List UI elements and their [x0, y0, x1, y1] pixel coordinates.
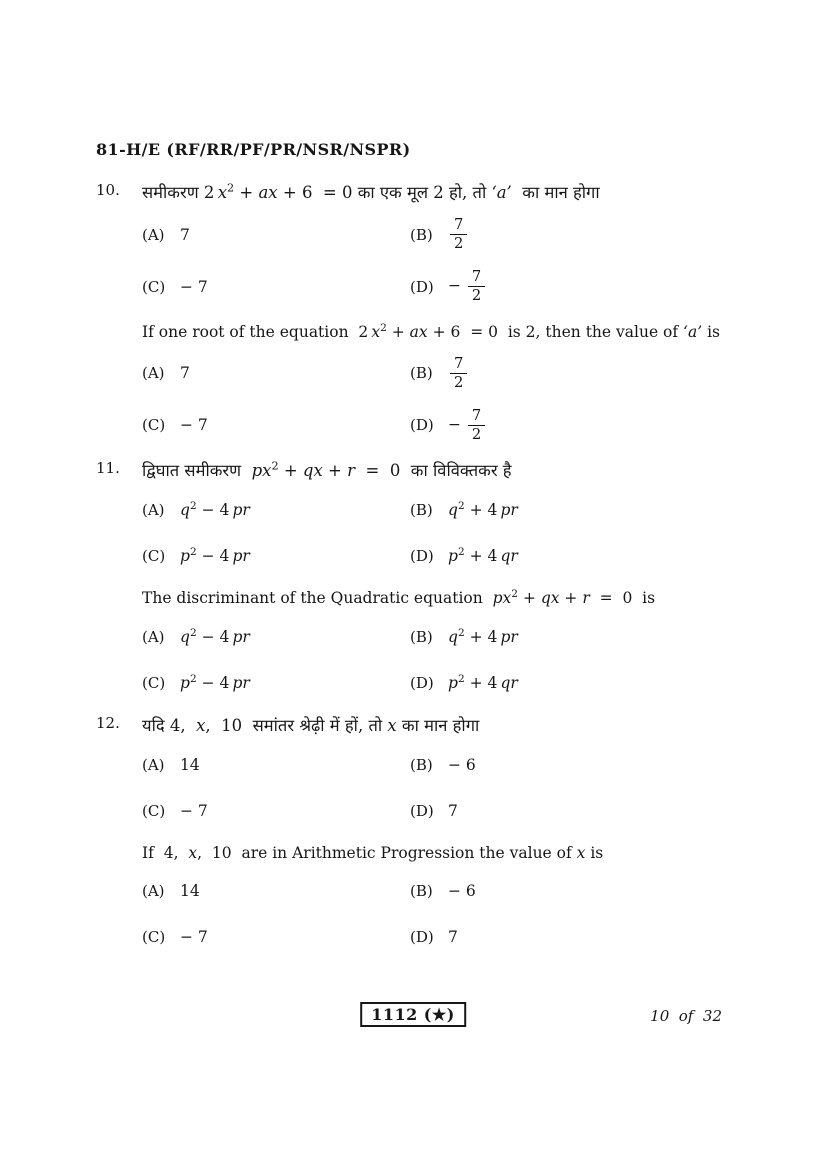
option-value: $p^2 + 4$ qr [448, 546, 518, 566]
option-b [410, 616, 744, 658]
option-value: 7 [180, 225, 190, 244]
option-d [410, 263, 744, 311]
option-label: (C) [142, 277, 166, 296]
option-label: (B) [410, 501, 433, 520]
option-value: $\frac{7}{2}$ [448, 356, 469, 391]
option-label: (C) [142, 416, 166, 435]
question-number: 10. [96, 181, 120, 199]
option-label: (D) [410, 801, 434, 820]
page-number-indicator: 10 of 32 [650, 1007, 722, 1025]
option-label: (B) [410, 755, 433, 774]
option-label: (C) [142, 801, 166, 820]
option-value: − $\frac{7}{2}$ [448, 408, 487, 443]
option-label: (B) [410, 627, 433, 646]
option-value: $\frac{7}{2}$ [448, 217, 469, 252]
options-grid-hindi [142, 211, 744, 311]
page-content [96, 140, 744, 968]
option-b [410, 211, 744, 259]
question-12 [96, 714, 744, 958]
option-a [142, 211, 410, 259]
option-label: (D) [410, 673, 434, 692]
options-grid-english [142, 349, 744, 449]
question-head [96, 459, 744, 483]
option-value: − 6 [448, 755, 476, 774]
option-value: $q^2 - 4$ pr [180, 500, 250, 520]
options-grid-english [142, 616, 744, 704]
booklet-code-box: 1112 (★) [360, 1002, 466, 1027]
option-a [142, 616, 410, 658]
option-label: (A) [142, 755, 165, 774]
option-value: $p^2 + 4$ qr [448, 672, 518, 692]
option-label: (B) [410, 225, 433, 244]
option-label: (B) [410, 882, 433, 901]
option-c [142, 916, 410, 958]
option-value: − 7 [180, 928, 208, 947]
question-head [96, 714, 744, 738]
option-label: (B) [410, 364, 433, 383]
option-label: (D) [410, 928, 434, 947]
option-label: (A) [142, 627, 165, 646]
option-d [410, 535, 744, 577]
option-value: − 7 [180, 801, 208, 820]
question-statement-english: If one root of the equation 2 $x^2$ + ax + 6 = 0 is 2, then the value of ‘a’ is [142, 321, 720, 341]
question-head-english [142, 587, 744, 609]
option-d [410, 790, 744, 832]
options-grid-hindi [142, 744, 744, 832]
option-c [142, 790, 410, 832]
question-head [96, 181, 744, 205]
option-d [410, 401, 744, 449]
question-statement-english: If 4, x, 10 are in Arithmetic Progression the value of x is [142, 843, 604, 862]
question-10 [96, 181, 744, 449]
option-b [410, 489, 744, 531]
option-value: − 6 [448, 882, 476, 901]
option-a [142, 349, 410, 397]
option-d [410, 662, 744, 704]
option-label: (C) [142, 928, 166, 947]
option-value: 7 [448, 801, 458, 820]
option-value: 14 [180, 882, 200, 901]
option-a [142, 489, 410, 531]
option-b [410, 870, 744, 912]
question-statement-hindi: द्विघात समीकरण $px^2$ + qx + r = 0 का विविक्तकर है [142, 459, 512, 481]
question-number: 12. [96, 713, 120, 732]
option-c [142, 263, 410, 311]
option-value: − 7 [180, 277, 208, 296]
option-label: (D) [410, 277, 434, 296]
options-grid-english [142, 870, 744, 958]
page-footer [0, 1002, 826, 1042]
option-label: (C) [142, 547, 166, 566]
question-head-english [142, 321, 744, 343]
option-c [142, 662, 410, 704]
option-label: (A) [142, 882, 165, 901]
option-value: $p^2 - 4$ pr [180, 546, 250, 566]
option-label: (A) [142, 501, 165, 520]
option-value: 14 [180, 755, 200, 774]
option-value: 7 [180, 364, 190, 383]
option-label: (C) [142, 673, 166, 692]
option-c [142, 401, 410, 449]
options-grid-hindi [142, 489, 744, 577]
option-value: − $\frac{7}{2}$ [448, 269, 487, 304]
option-value: − 7 [180, 416, 208, 435]
option-a [142, 744, 410, 786]
option-value: $q^2 - 4$ pr [180, 626, 250, 646]
option-d [410, 916, 744, 958]
paper-code-header: 81-H/E (RF/RR/PF/PR/NSR/NSPR) [96, 140, 411, 159]
question-number: 11. [96, 459, 120, 478]
option-label: (A) [142, 364, 165, 383]
option-b [410, 744, 744, 786]
option-a [142, 870, 410, 912]
option-value: $q^2 + 4$ pr [448, 626, 518, 646]
question-statement-english: The discriminant of the Quadratic equation $px^2$ + qx + r = 0 is [142, 588, 656, 608]
question-statement-hindi: यदि 4, x, 10 समांतर श्रेढ़ी में हों, तो x का मान होगा [142, 715, 480, 735]
question-statement-hindi: समीकरण 2 $x^2$ + ax + 6 = 0 का एक मूल 2 हो, तो ‘a’ का मान होगा [142, 181, 600, 202]
option-value: 7 [448, 928, 458, 947]
question-11 [96, 459, 744, 703]
option-value: $q^2 + 4$ pr [448, 500, 518, 520]
option-label: (D) [410, 547, 434, 566]
option-label: (D) [410, 416, 434, 435]
option-b [410, 349, 744, 397]
option-value: $p^2 - 4$ pr [180, 672, 250, 692]
option-c [142, 535, 410, 577]
question-head-english [142, 842, 744, 864]
option-label: (A) [142, 225, 165, 244]
